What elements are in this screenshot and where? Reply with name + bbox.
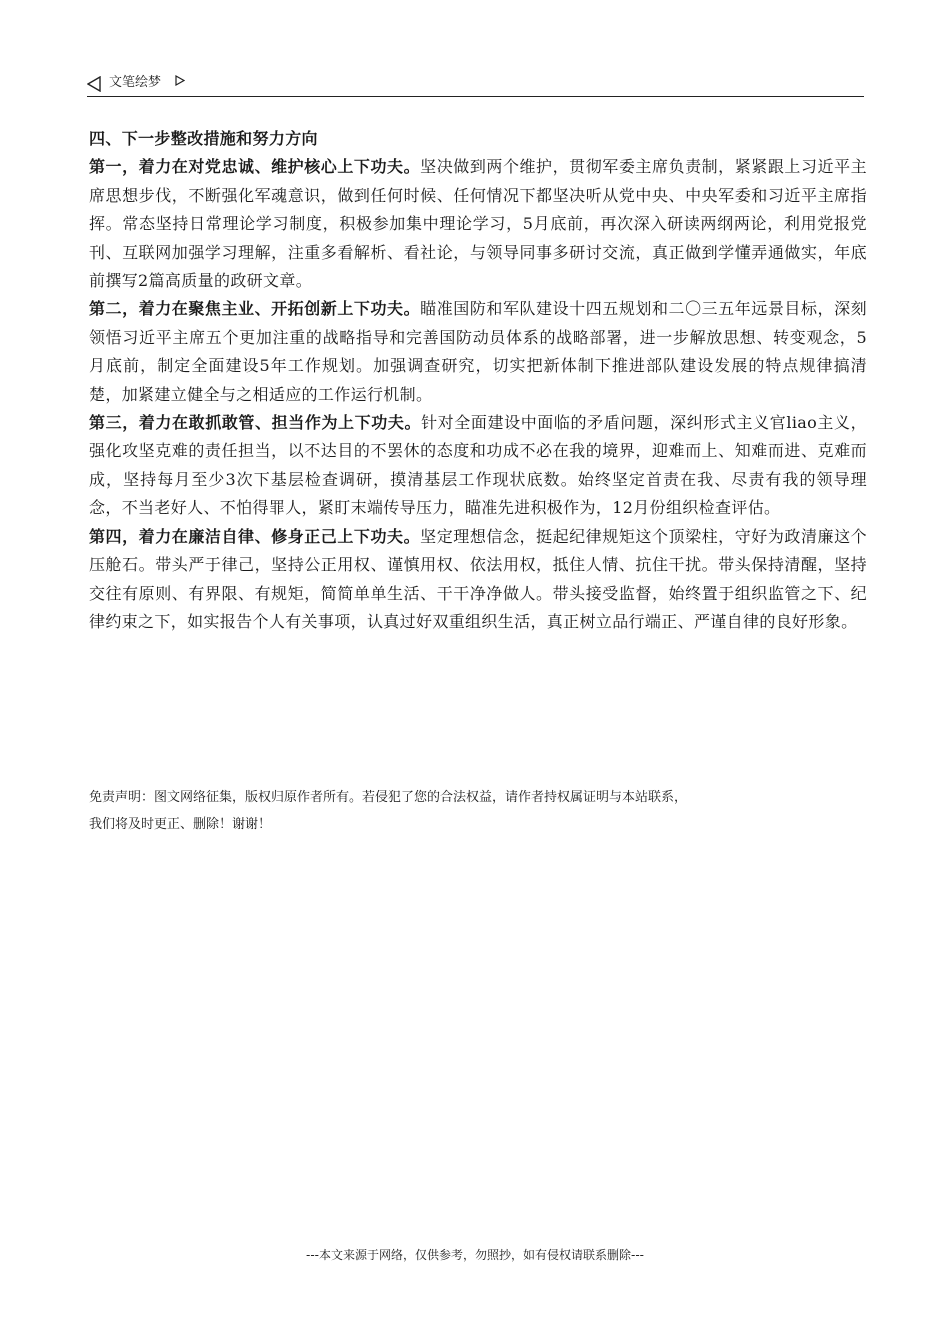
paragraph-lead: 第一，着力在对党忠诚、维护核心上下功夫。 — [89, 157, 421, 177]
paragraph-lead: 第二，着力在聚焦主业、开拓创新上下功夫。 — [89, 299, 421, 319]
paragraph-2 — [89, 295, 867, 409]
paragraph-text: 坚决做到两个维护，贯彻军委主席负责制，紧紧跟上习近平主席思想步伐，不断强化军魂意识，做到任何时候、任何情况下都坚决听从党中央、中央军委和习近平主席指挥。常态坚持日常理论学习制度，积极参加集中理论学习，5月底前，再次深入研读两纲两论，利用党报党刊、互联网加强学习理解，注重多看解析、看社论，与领导同事多研讨交流，真正做到学懂弄通做实，年底前撰写2篇高质量的政研文章。 — [89, 157, 867, 291]
section-heading: 四、下一步整改措施和努力方向 — [89, 129, 318, 148]
footer-note: ---本文来源于网络，仅供参考，勿照抄，如有侵权请联系删除--- — [306, 1248, 644, 1262]
paragraph-text: 瞄准国防和军队建设十四五规划和二〇三五年远景目标，深刻领悟习近平主席五个更加注重的战略指导和完善国防动员体系的战略部署，进一步解放思想、转变观念，5月底前，制定全面建设5年工作规划。加强调查研究，切实把新体制下推进部队建设发展的特点规律搞清楚，加紧建立健全与之相适应的工作运行机制。 — [89, 299, 867, 404]
paragraph-lead: 第四，着力在廉洁自律、修身正己上下功夫。 — [89, 526, 421, 546]
brand-name: 文笔绘梦 — [109, 75, 162, 90]
paragraph-3 — [89, 409, 867, 523]
triangle-right-icon — [175, 75, 185, 86]
triangle-left-icon — [87, 76, 101, 92]
paragraph-text: 针对全面建设中面临的矛盾问题，深纠形式主义官liao主义，强化攻坚克难的责任担当，以不达目的不罢休的态度和功成不必在我的境界，迎难而上、知难而进、克难而成，坚持每月至少3次下基层检查调研，摸清基层工作现状底数。始终坚定首责在我、尽责有我的领导理念，不当老好人、不怕得罪人，紧盯末端传导压力，瞄准先进积极作为，12月份组织检查评估。 — [89, 413, 867, 518]
disclaimer-line-1: 免责声明：图文网络征集，版权归原作者所有。若侵犯了您的合法权益，请作者持权属证明与本站联系， — [89, 790, 688, 805]
paragraph-1 — [89, 153, 867, 295]
page-header — [87, 72, 864, 97]
disclaimer — [89, 784, 867, 838]
paragraph-lead: 第三，着力在敢抓敢管、担当作为上下功夫。 — [89, 413, 422, 433]
document-body — [89, 125, 867, 636]
disclaimer-line-2: 我们将及时更正、删除！谢谢！ — [89, 817, 272, 832]
paragraph-text: 坚定理想信念，挺起纪律规矩这个顶梁柱，守好为政清廉这个压舱石。带头严于律己，坚持公正用权、谨慎用权、依法用权，抵住人情、抗住干扰。带头保持清醒，坚持交往有原则、有界限、有规矩，简简单单生活、干干净净做人。带头接受监督，始终置于组织监管之下、纪律约束之下，如实报告个人有关事项，认真过好双重组织生活，真正树立品行端正、严谨自律的良好形象。 — [89, 526, 867, 631]
paragraph-4 — [89, 523, 867, 637]
